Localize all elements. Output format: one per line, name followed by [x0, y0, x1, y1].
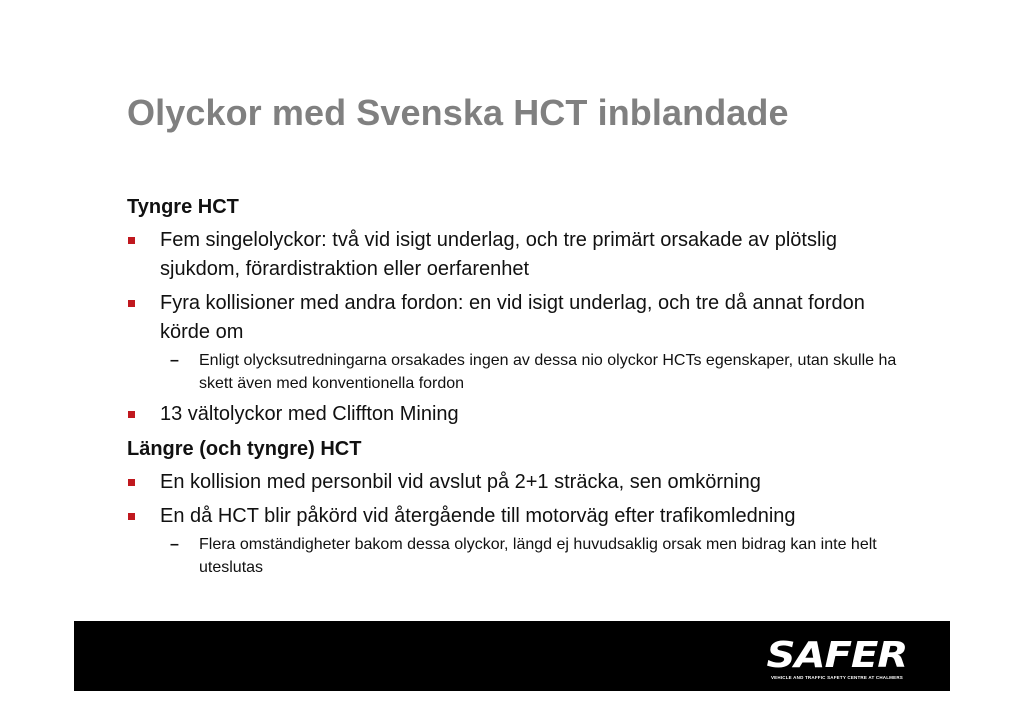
logo-wordmark: SAFER: [766, 635, 908, 676]
bullet-text: Fem singelolyckor: två vid isigt underlag, och tre primärt orsakade av plötslig sjukdom, förardistraktion eller oerfarenhet: [160, 229, 837, 280]
bullet-item: [127, 226, 897, 284]
bullet-text: 13 vältolyckor med Cliffton Mining: [160, 403, 459, 425]
bullet-item: [127, 468, 897, 497]
bullet-item: [127, 502, 897, 531]
square-bullet-icon: [128, 479, 135, 486]
sub-bullet-text: Flera omständigheter bakom dessa olyckor, längd ej huvudsaklig orsak men bidrag kan inte helt uteslutas: [199, 536, 877, 576]
sub-bullet-item: [127, 349, 897, 395]
safer-logo: [758, 635, 916, 680]
square-bullet-icon: [128, 411, 135, 418]
sub-bullet-text: Enligt olycksutredningarna orsakades ingen av dessa nio olyckor HCTs egenskaper, utan skulle ha skett även med konventionella fordon: [199, 352, 897, 392]
sub-bullet-item: [127, 533, 897, 579]
square-bullet-icon: [128, 513, 135, 520]
bullet-item: [127, 400, 897, 429]
bullet-item: [127, 289, 897, 347]
square-bullet-icon: [128, 237, 135, 244]
bullet-text: En då HCT blir påkörd vid återgående till motorväg efter trafikomledning: [160, 505, 796, 527]
logo-tagline: VEHICLE AND TRAFFIC SAFETY CENTRE AT CHALMERS: [770, 675, 903, 680]
section-heading-heavier-hct: Tyngre HCT: [127, 196, 239, 218]
section-heading-longer-hct: Längre (och tyngre) HCT: [127, 438, 362, 460]
bullet-text: Fyra kollisioner med andra fordon: en vid isigt underlag, och tre då annat fordon körde om: [160, 292, 865, 343]
dash-bullet-icon: –: [170, 352, 179, 369]
bullet-text: En kollision med personbil vid avslut på 2+1 sträcka, sen omkörning: [160, 471, 761, 493]
slide-title: Olyckor med Svenska HCT inblandade: [127, 92, 789, 133]
square-bullet-icon: [128, 300, 135, 307]
dash-bullet-icon: –: [170, 536, 179, 553]
footer-bar: [74, 621, 950, 691]
slide-body: [127, 193, 897, 579]
